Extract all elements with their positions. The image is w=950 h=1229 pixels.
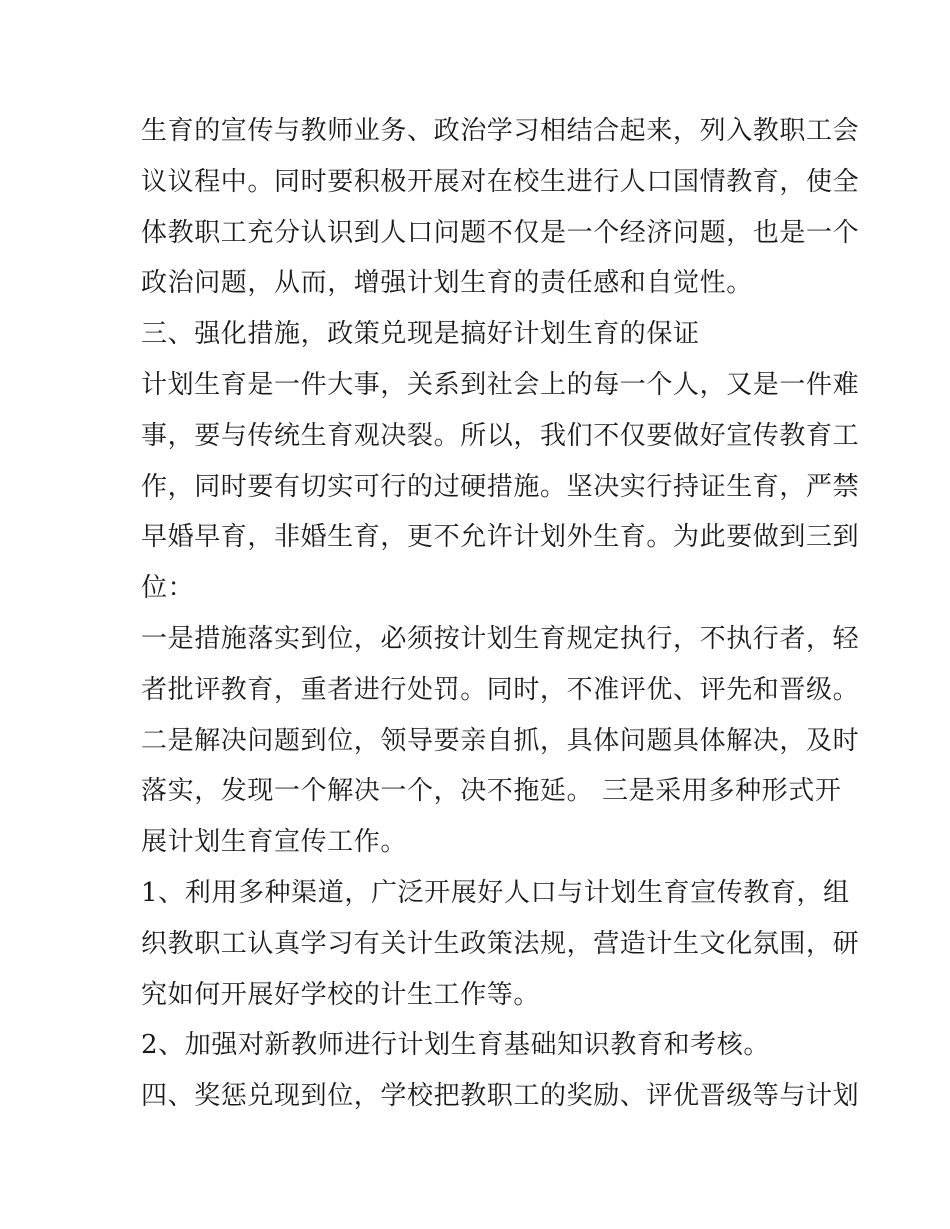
text-line: 事，要与传统生育观决裂。所以，我们不仅要做好宣传教育工 — [141, 420, 860, 451]
text-line: 位： — [141, 573, 195, 604]
text-line: 落实，发现一个解决一个，决不拖延。 三是采用多种形式开 — [141, 776, 842, 807]
text-line: 体教职工充分认识到人口问题不仅是一个经济问题，也是一个 — [141, 217, 860, 248]
text-line: 二是解决问题到位，领导要亲自抓，具体问题具体解决，及时 — [141, 725, 860, 756]
text-line: 政治问题，从而，增强计划生育的责任感和自觉性。 — [141, 268, 753, 299]
text-line: 展计划生育宣传工作。 — [141, 827, 408, 858]
text-line: 议议程中。同时要积极开展对在校生进行人口国情教育，使全 — [141, 166, 860, 197]
list-item: 1、利用多种渠道，广泛开展好人口与计划生育宣传教育，组 — [141, 877, 850, 908]
text-line: 者批评教育，重者进行处罚。同时，不准评优、评先和晋级。 — [141, 674, 860, 705]
text-line: 计划生育是一件大事，关系到社会上的每一个人，又是一件难 — [141, 369, 860, 400]
text-line: 一是措施落实到位，必须按计划生育规定执行，不执行者，轻 — [141, 623, 860, 654]
text-line: 生育的宣传与教师业务、政治学习相结合起来，列入教职工会 — [141, 116, 860, 146]
section-heading: 三、强化措施，政策兑现是搞好计划生育的保证 — [141, 319, 700, 350]
document-body — [141, 112, 860, 1128]
text-line: 织教职工认真学习有关计生政策法规，营造计生文化氛围，研 — [141, 928, 860, 959]
text-line: 早婚早育，非婚生育，更不允许计划外生育。为此要做到三到 — [141, 522, 860, 553]
list-item: 2、加强对新教师进行计划生育基础知识教育和考核。 — [141, 1030, 770, 1061]
text-line: 究如何开展好学校的计生工作等。 — [141, 979, 541, 1010]
text-line: 作，同时要有切实可行的过硬措施。坚决实行持证生育，严禁 — [141, 471, 860, 502]
section-heading: 四、奖惩兑现到位，学校把教职工的奖励、评优晋级等与计划 — [141, 1081, 860, 1112]
